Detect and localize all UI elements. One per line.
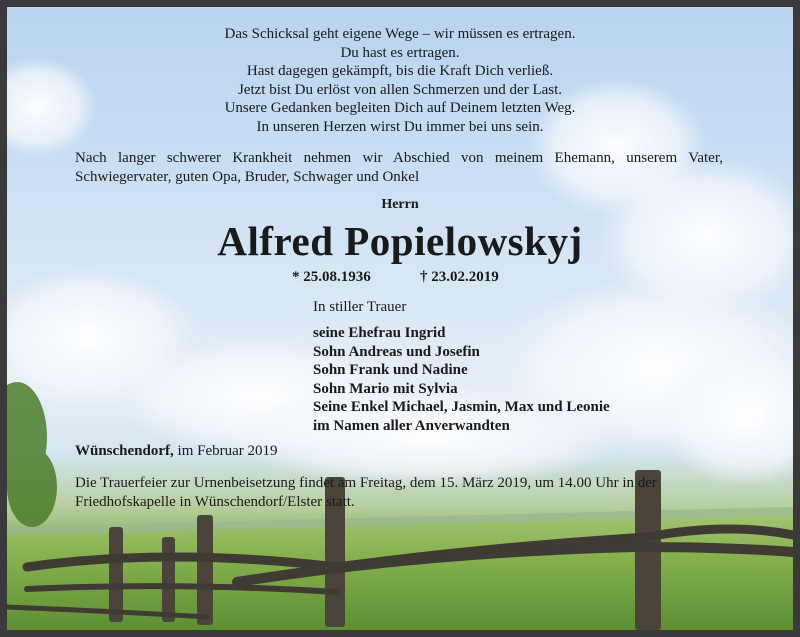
poem-line: In unseren Herzen wirst Du immer bei uns sein. <box>256 118 544 135</box>
poem-line: Du hast es ertragen. <box>340 44 460 61</box>
family-member: seine Ehefrau Ingrid <box>313 325 446 341</box>
intro-text: Nach langer schwerer Krankheit nehmen wir Abschied von meinem Ehemann, unserem Vater, Schwiegervater, guten Opa, Bruder, Schwager und Onkel <box>75 150 723 185</box>
poem-line: Hast dagegen gekämpft, bis die Kraft Dich verließ. <box>246 63 554 80</box>
family-member: Seine Enkel Michael, Jasmin, Max und Leonie <box>313 399 610 416</box>
family-member: Sohn Mario mit Sylvia <box>313 380 458 397</box>
poem <box>7 25 793 137</box>
poem-line: Das Schicksal geht eigene Wege – wir müssen es ertragen. <box>224 26 576 42</box>
obituary-content <box>7 7 793 630</box>
salutation: Herrn <box>381 197 419 212</box>
deceased-name: Alfred Popielowskyj <box>217 218 583 264</box>
place-name: Wünschendorf, <box>75 443 174 459</box>
funeral-notice: Die Trauerfeier zur Urnenbeisetzung findet am Freitag, dem 15. März 2019, um 14.00 Uhr in der Friedhofskapelle in Wünschendorf/Elster statt. <box>75 475 657 510</box>
family-list <box>313 324 610 436</box>
poem-line: Unsere Gedanken begleiten Dich auf Deinem letzten Weg. <box>224 100 576 117</box>
mourning-intro: In stiller Trauer <box>313 299 407 315</box>
family-member: Sohn Andreas und Josefin <box>313 343 480 360</box>
birth-date: * 25.08.1936 <box>292 269 371 285</box>
place-date-line <box>75 443 278 460</box>
family-member: im Namen aller Anverwandten <box>313 417 510 434</box>
death-date: † 23.02.2019 <box>420 269 499 285</box>
family-member: Sohn Frank und Nadine <box>313 362 468 379</box>
place-date: im Februar 2019 <box>177 443 278 459</box>
poem-line: Jetzt bist Du erlöst von allen Schmerzen und der Last. <box>237 81 563 98</box>
